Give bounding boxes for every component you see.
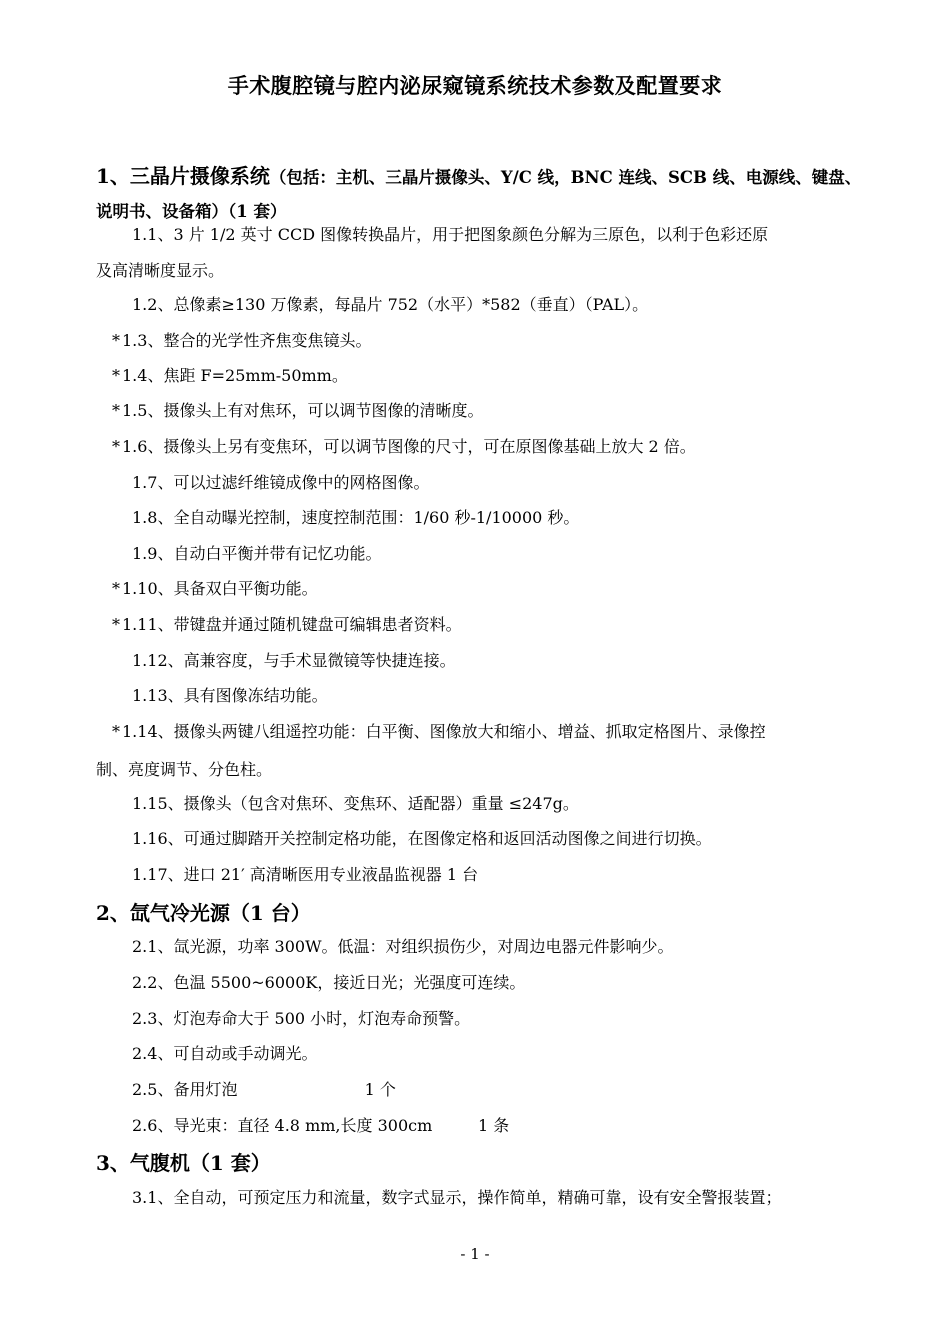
- spec-item-text: 1.1、3 片 1/2 英寸 CCD 图像转换晶片，用于把图象颜色分解为三原色，以利于色彩还原: [132, 225, 769, 244]
- required-star: *: [112, 722, 120, 741]
- spec-item-text: 1.9、自动白平衡并带有记忆功能。: [132, 544, 382, 563]
- spec-item: [96, 393, 876, 429]
- spec-item: [96, 607, 876, 643]
- required-star: *: [112, 615, 120, 634]
- spec-item: [96, 323, 876, 359]
- spec-item-text: 1.15、摄像头（包含对焦环、变焦环、适配器）重量 ≤247g。: [132, 794, 579, 813]
- required-star: *: [112, 331, 120, 350]
- spec-item: [96, 857, 876, 893]
- spec-item-cont: 及高清晰度显示。: [96, 261, 225, 280]
- spec-item: [96, 500, 876, 536]
- spec-item: [96, 714, 876, 750]
- required-star: *: [112, 366, 120, 385]
- page-title: 手术腹腔镜与腔内泌尿窥镜系统技术参数及配置要求: [227, 73, 723, 98]
- spec-item: [96, 965, 876, 1001]
- spec-item-text: 2.4、可自动或手动调光。: [132, 1044, 318, 1063]
- spec-item: [96, 217, 876, 253]
- spec-item-text: 2.6、导光束：直径 4.8 mm,长度 300cm 1 条: [132, 1116, 510, 1135]
- spec-item: [96, 643, 876, 679]
- spec-item-text: 3.1、全自动，可预定压力和流量，数字式显示，操作简单，精确可靠，设有安全警报装置；: [132, 1188, 782, 1207]
- spec-item-text: 1.8、全自动曝光控制，速度控制范围：1/60 秒-1/10000 秒。: [132, 508, 580, 527]
- spec-item: [96, 287, 876, 323]
- spec-item-text: 2.3、灯泡寿命大于 500 小时，灯泡寿命预警。: [132, 1009, 471, 1028]
- spec-item-text: 2.2、色温 5500~6000K，接近日光；光强度可连续。: [132, 973, 526, 992]
- spec-item: [96, 571, 876, 607]
- spec-item: [96, 429, 876, 465]
- section-3-heading: 3、气腹机（1 套）: [96, 1151, 271, 1175]
- spec-item: [96, 786, 876, 822]
- spec-item: [96, 465, 876, 501]
- section-1-title: 1、三晶片摄像系统: [96, 164, 270, 188]
- required-star: *: [112, 437, 120, 456]
- section-1-subtitle-cont: 说明书、设备箱）（1 套）: [96, 202, 287, 221]
- spec-item: [96, 536, 876, 572]
- section-1-heading: [96, 160, 861, 189]
- spec-item: [96, 1036, 876, 1072]
- spec-item-text: 1.6、摄像头上另有变焦环，可以调节图像的尺寸，可在原图像基础上放大 2 倍。: [122, 437, 696, 456]
- spec-item-text: 1.17、进口 21′ 高清晰医用专业液晶监视器 1 台: [132, 865, 479, 884]
- spec-item: [96, 1001, 876, 1037]
- spec-item-text: 1.10、具备双白平衡功能。: [122, 579, 318, 598]
- section-1-subtitle: （包括：主机、三晶片摄像头、Y/C 线，BNC 连线、SCB 线、电源线、键盘、: [269, 168, 862, 187]
- required-star: *: [112, 579, 120, 598]
- spec-item-text: 2.5、备用灯泡 1 个: [132, 1080, 396, 1099]
- spec-item-text: 1.11、带键盘并通过随机键盘可编辑患者资料。: [122, 615, 462, 634]
- spec-item: [96, 358, 876, 394]
- spec-item-text: 1.12、高兼容度，与手术显微镜等快捷连接。: [132, 651, 456, 670]
- spec-item-cont: 制、亮度调节、分色柱。: [96, 760, 273, 779]
- spec-item-text: 1.4、焦距 F=25mm-50mm。: [122, 366, 348, 385]
- page-number: - 1 -: [460, 1245, 490, 1263]
- spec-item: [96, 929, 876, 965]
- spec-item: [96, 1072, 876, 1108]
- spec-item: [96, 678, 876, 714]
- spec-item-text: 1.2、总像素≥130 万像素，每晶片 752（水平）*582（垂直）（PAL）。: [132, 295, 649, 314]
- required-star: *: [112, 401, 120, 420]
- spec-item-text: 1.14、摄像头两键八组遥控功能：白平衡、图像放大和缩小、增益、抓取定格图片、录像控: [122, 722, 766, 741]
- spec-item-text: 1.3、整合的光学性齐焦变焦镜头。: [122, 331, 372, 350]
- spec-item: [96, 821, 876, 857]
- spec-item-text: 1.7、可以过滤纤维镜成像中的网格图像。: [132, 473, 430, 492]
- section-2-heading: 2、氙气冷光源（1 台）: [96, 901, 311, 925]
- spec-item: [96, 1108, 876, 1144]
- spec-item-text: 1.5、摄像头上有对焦环，可以调节图像的清晰度。: [122, 401, 484, 420]
- spec-item-text: 1.16、可通过脚踏开关控制定格功能，在图像定格和返回活动图像之间进行切换。: [132, 829, 712, 848]
- spec-item-text: 2.1、氙光源，功率 300W。低温：对组织损伤少，对周边电器元件影响少。: [132, 937, 674, 956]
- spec-item-text: 1.13、具有图像冻结功能。: [132, 686, 328, 705]
- spec-item: [96, 1180, 876, 1216]
